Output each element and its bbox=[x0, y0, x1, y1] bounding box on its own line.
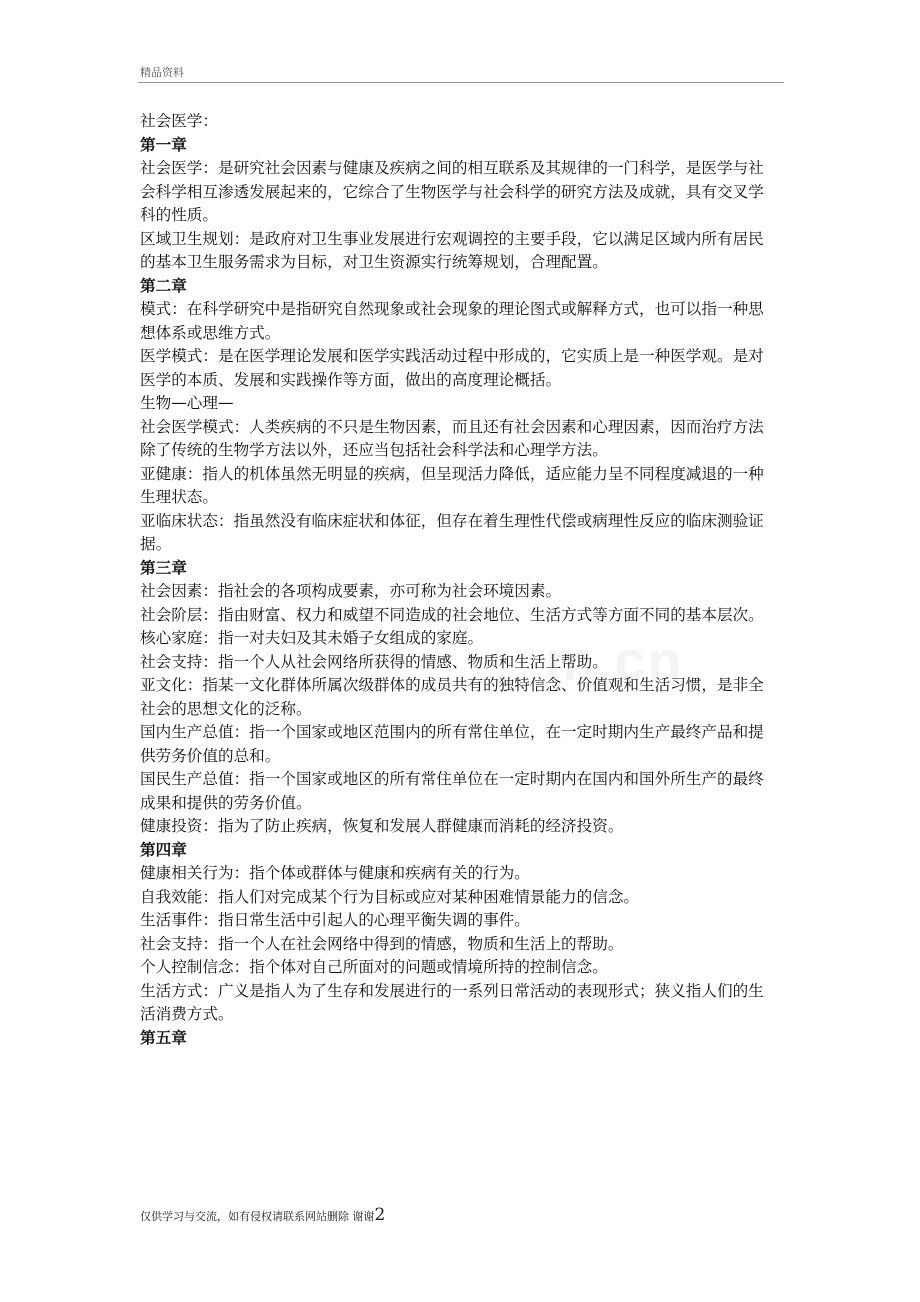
definition-paragraph: 生物—心理— bbox=[140, 394, 234, 412]
definition-paragraph: 个人控制信念：指个体对自己所面对的问题或情境所持的控制信念。 bbox=[140, 958, 608, 976]
definition-paragraph: 社会阶层：指由财富、权力和威望不同造成的社会地位、生活方式等方面不同的基本层次。 bbox=[140, 605, 764, 624]
footer bbox=[140, 1205, 385, 1225]
definition-paragraph: 核心家庭：指一对夫妇及其未婚子女组成的家庭。 bbox=[140, 629, 484, 647]
header-label: 精品资料 bbox=[140, 66, 184, 79]
definition-paragraph: 社会因素：指社会的各项构成要素，亦可称为社会环境因素。 bbox=[140, 582, 562, 600]
definition-paragraph: 区域卫生规划：是政府对卫生事业发展进行宏观调控的主要手段，它以满足区域内所有居民的基本卫生服务需求为目标，对卫生资源实行统筹规划，合理配置。 bbox=[140, 229, 764, 271]
definition-paragraph: 模式：在科学研究中是指研究自然现象或社会现象的理论图式或解释方式，也可以指一种思想体系或思维方式。 bbox=[140, 300, 764, 342]
definition-paragraph: 生活事件：指日常生活中引起人的心理平衡失调的事件。 bbox=[140, 911, 530, 929]
chapter-heading: 第二章 bbox=[140, 276, 187, 295]
chapter-heading: 第五章 bbox=[140, 1028, 187, 1047]
definition-paragraph: 社会医学：是研究社会因素与健康及疾病之间的相互联系及其规律的一门科学，是医学与社会科学相互渗透发展起来的，它综合了生物医学与社会科学的研究方法及成就，具有交叉学科的性质。 bbox=[140, 159, 764, 224]
definition-paragraph: 国民生产总值：指一个国家或地区的所有常住单位在一定时期内在国内和国外所生产的最终成果和提供的劳务价值。 bbox=[140, 770, 764, 812]
chapter-heading: 第四章 bbox=[140, 840, 187, 859]
chapter-heading: 第一章 bbox=[140, 135, 187, 154]
definition-paragraph: 健康相关行为：指个体或群体与健康和疾病有关的行为。 bbox=[140, 864, 530, 882]
definition-paragraph: 社会支持：指一个人在社会网络中得到的情感，物质和生活上的帮助。 bbox=[140, 934, 624, 953]
definition-paragraph: 生活方式：广义是指人为了生存和发展进行的一系列日常活动的表现形式；狭义指人们的生活消费方式。 bbox=[140, 981, 764, 1023]
document-body bbox=[140, 110, 772, 1050]
definition-paragraph: 自我效能：指人们对完成某个行为目标或应对某种困难情景能力的信念。 bbox=[140, 887, 640, 906]
page-number: 2 bbox=[374, 1205, 386, 1225]
footer-text: 仅供学习与交流，如有侵权请联系网站删除 谢谢 bbox=[140, 1210, 375, 1223]
watermark: m.cn bbox=[545, 629, 684, 692]
definition-paragraph: 医学模式：是在医学理论发展和医学实践活动过程中形成的，它实质上是一种医学观。是对医学的本质、发展和实践操作等方面，做出的高度理论概括。 bbox=[140, 347, 764, 389]
definition-paragraph: 亚健康：指人的机体虽然无明显的疾病，但呈现活力降低，适应能力呈不同程度减退的一种生理状态。 bbox=[140, 464, 764, 506]
header-divider bbox=[138, 82, 784, 83]
definition-paragraph: 国内生产总值：指一个国家或地区范围内的所有常住单位，在一定时期内生产最终产品和提供劳务价值的总和。 bbox=[140, 723, 764, 765]
document-title: 社会医学： bbox=[140, 112, 218, 130]
chapter-heading: 第三章 bbox=[140, 558, 187, 577]
definition-paragraph: 社会支持：指一个人从社会网络所获得的情感、物质和生活上帮助。 bbox=[140, 652, 608, 671]
definition-paragraph: 亚临床状态：指虽然没有临床症状和体征，但存在着生理性代偿或病理性反应的临床测验证据。 bbox=[140, 511, 764, 553]
definition-paragraph: 社会医学模式：人类疾病的不只是生物因素，而且还有社会因素和心理因素，因而治疗方法除了传统的生物学方法以外，还应当包括社会科学法和心理学方法。 bbox=[140, 417, 764, 459]
definition-paragraph: 健康投资：指为了防止疾病，恢复和发展人群健康而消耗的经济投资。 bbox=[140, 817, 624, 835]
definition-paragraph: 亚文化：指某一文化群体所属次级群体的成员共有的独特信念、价值观和生活习惯，是非全社会的思想文化的泛称。 bbox=[140, 676, 764, 718]
